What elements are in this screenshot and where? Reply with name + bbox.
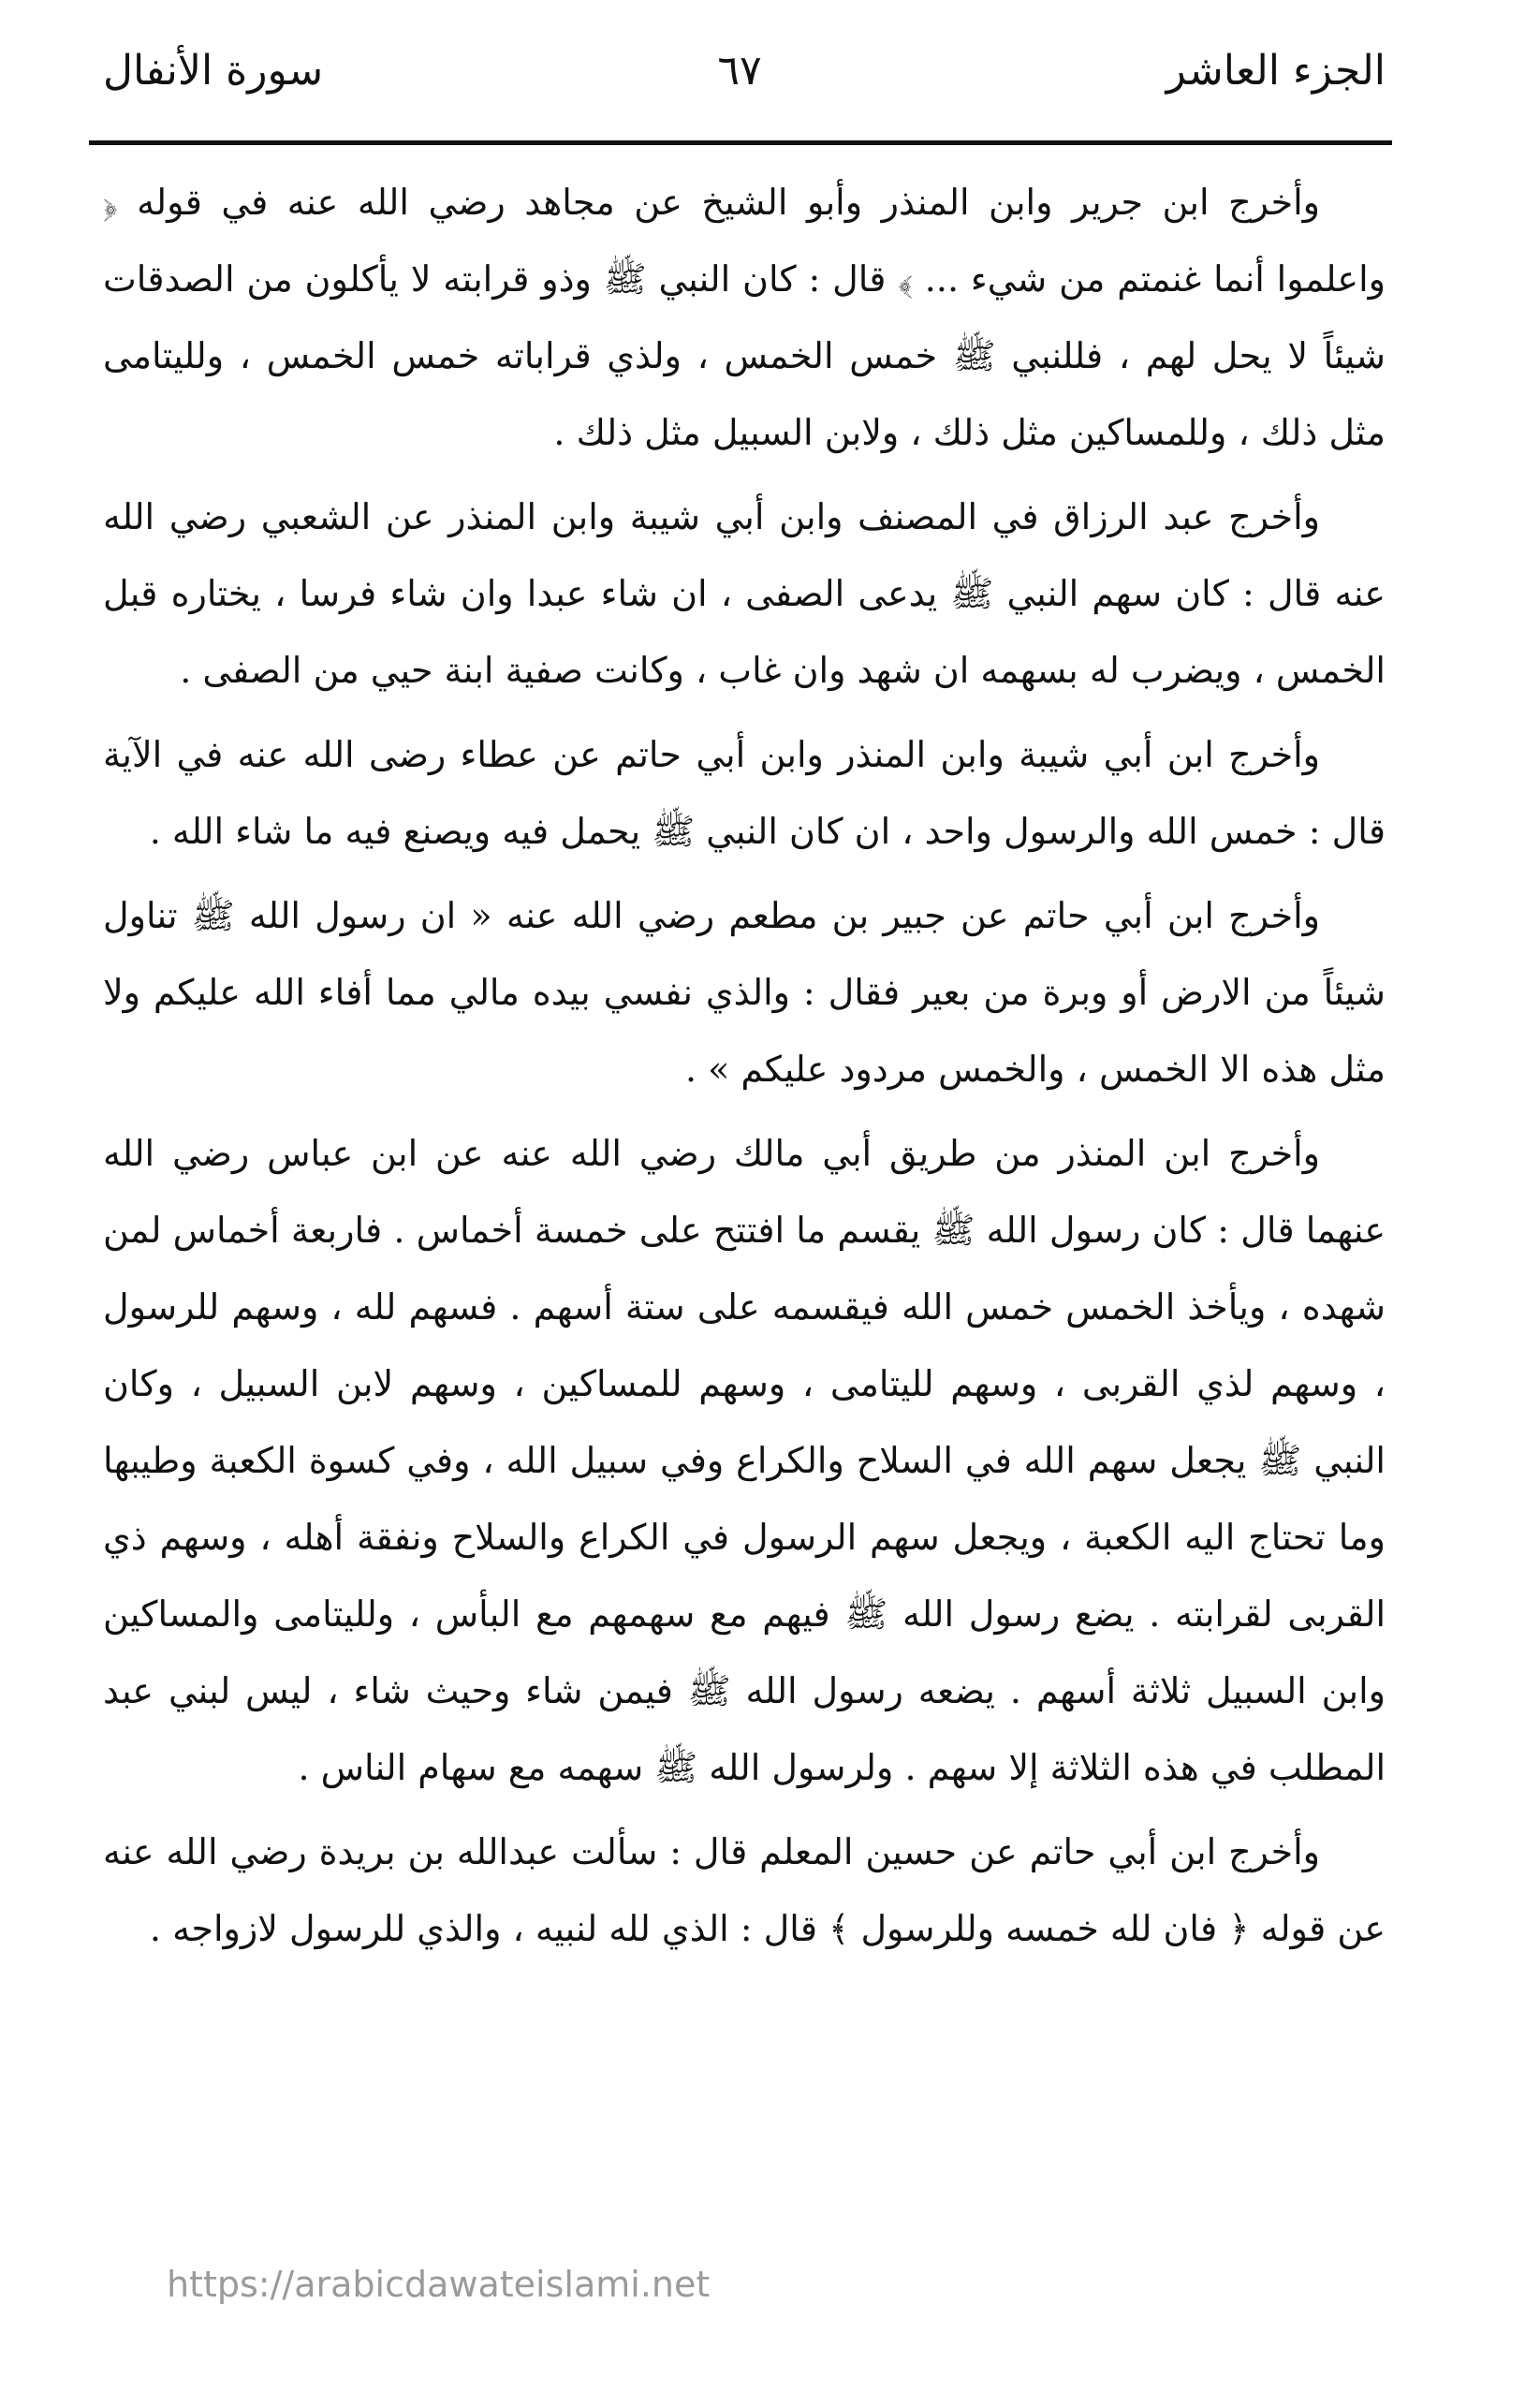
- paragraph-4: وأخرج ابن أبي حاتم عن جبير بن مطعم رضي الله عنه « ان رسول الله ﷺ تناول شيئاً من الارض أو وبرة من بعير فقال : والذي نفسي بيده مالي مما أفاء الله عليكم ولا مثل هذه الا الخمس ، والخمس مردود عليكم » .: [103, 895, 1386, 1090]
- page-body: [103, 164, 1386, 1974]
- page-number: ٦٧: [717, 47, 762, 95]
- page-header: [94, 37, 1386, 122]
- header-rule: [89, 140, 1392, 145]
- watermark-url: https://arabicdawateislami.net: [167, 2264, 711, 2305]
- paragraph-6: وأخرج ابن أبي حاتم عن حسين المعلم قال : سألت عبدالله بن بريدة رضي الله عنه عن قوله ﴿ فان لله خمسه وللرسول ﴾ قال : الذي لله لنبيه ، والذي للرسول لازواجه .: [103, 1831, 1386, 1949]
- paragraph-2: وأخرج عبد الرزاق في المصنف وابن أبي شيبة وابن المنذر عن الشعبي رضي الله عنه قال : كان سهم النبي ﷺ يدعى الصفى ، ان شاء عبدا وان شاء فرسا ، يختاره قبل الخمس ، ويضرب له بسهمه ان شهد وان غاب ، وكانت صفية ابنة حيي من الصفى .: [103, 496, 1386, 691]
- surah-label: سورة الأنفال: [103, 47, 324, 95]
- paragraph-3: وأخرج ابن أبي شيبة وابن المنذر وابن أبي حاتم عن عطاء رضى الله عنه في الآية قال : خمس الله والرسول واحد ، ان كان النبي ﷺ يحمل فيه ويصنع فيه ما شاء الله .: [103, 734, 1386, 852]
- juz-label: الجزء العاشر: [1166, 47, 1386, 95]
- paragraph-1: وأخرج ابن جرير وابن المنذر وأبو الشيخ عن مجاهد رضي الله عنه في قوله ﴿ واعلموا أنما غنمتم من شيء ... ﴾ قال : كان النبي ﷺ وذو قرابته لا يأكلون من الصدقات شيئاً لا يحل لهم ، فللنبي ﷺ خمس الخمس ، ولذي قراباته خمس الخمس ، ولليتامى مثل ذلك ، وللمساكين مثل ذلك ، ولابن السبيل مثل ذلك .: [103, 182, 1386, 453]
- paragraph-5: وأخرج ابن المنذر من طريق أبي مالك رضي الله عنه عن ابن عباس رضي الله عنهما قال : كان رسول الله ﷺ يقسم ما افتتح على خمسة أخماس . فاربعة أخماس لمن شهده ، ويأخذ الخمس خمس الله فيقسمه على ستة أسهم . فسهم لله ، وسهم للرسول ، وسهم لذي القربى ، وسهم لليتامى ، وسهم للمساكين ، وسهم لابن السبيل ، وكان النبي ﷺ يجعل سهم الله في السلاح والكراع وفي سبيل الله ، وفي كسوة الكعبة وطيبها وما تحتاج اليه الكعبة ، ويجعل سهم الرسول في الكراع والسلاح ونفقة أهله ، وسهم ذي القربى لقرابته . يضع رسول الله ﷺ فيهم مع سهمهم مع البأس ، ولليتامى والمساكين وابن السبيل ثلاثة أسهم . يضعه رسول الله ﷺ فيمن شاء وحيث شاء ، ليس لبني عبد المطلب في هذه الثلاثة إلا سهم . ولرسول الله ﷺ سهمه مع سهام الناس .: [103, 1133, 1386, 1788]
